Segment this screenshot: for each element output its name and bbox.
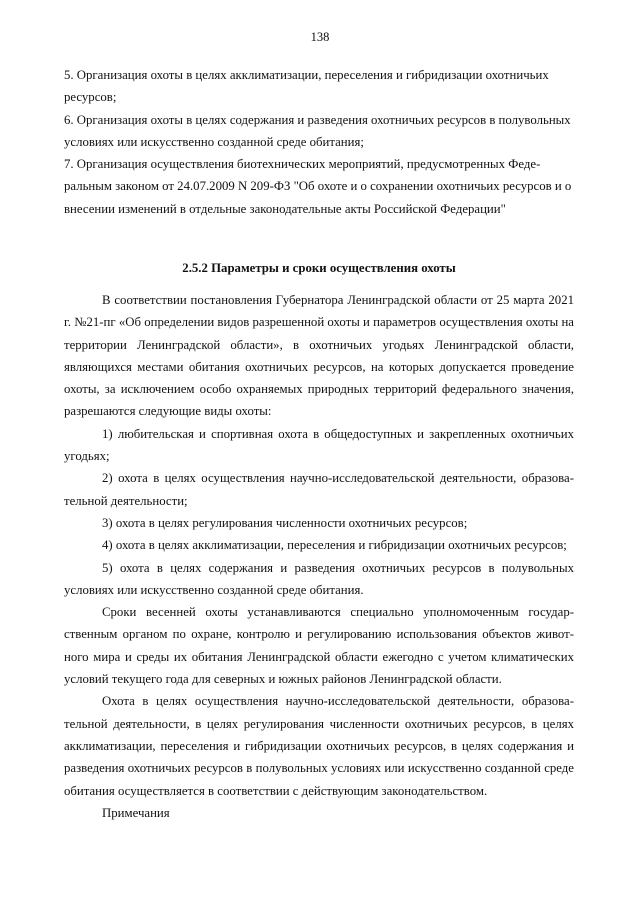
other-hunting-paragraph: Охота в целях осуществления научно-исследовательской деятельности, образовательной деятельности, в целях регулирования численности охотничьих ресурсов, в целях акклиматизации, переселения и гибридизации охотничьих ресурсов, в целях содержания и разведения охотничьих ресурсов в полувольных условиях или искусственно созданной среде обитания осуществляется в соответствии с действующим законодательством. [64,694,574,798]
section-heading: 2.5.2 Параметры и сроки осуществления охоты [182,261,456,275]
hunting-type-1: 1) любительская и спортивная охота в общедоступных и закрепленных охотничьих угодьях; [64,426,574,464]
hunting-type-2: 2) охота в целях осуществления научно-исследовательской деятельности, образовательной деятельности; [64,471,574,508]
hunting-type-4: 4) охота в целях акклиматизации, переселения и гибридизации охотничьих ресурсов; [102,538,567,553]
page-number: 138 [310,30,330,44]
list-item-7-organization: 7. Организация осуществления биотехнических мероприятий, предусмотренных Федеральным законом от 24.07.2009 N 209-ФЗ "Об охоте и о сохранении охотничьих ресурсов и о внесении изменений в отдельные законодательные акты Российской Федерации" [64,157,572,216]
hunting-type-3: 3) охота в целях регулирования численности охотничьих ресурсов; [102,515,468,530]
list-item-6-organization: 6. Организация охоты в целях содержания и разведения охотничьих ресурсов в полувольных условиях или искусственно созданной среде обитания; [64,112,571,149]
hunting-type-5: 5) охота в целях содержания и разведения охотничьих ресурсов в полувольных условиях или искусственно созданной среде обитания. [64,560,574,597]
notes-label: Примечания [102,805,170,820]
section-body [64,289,574,824]
intro-paragraph: В соответствии постановления Губернатора Ленинградской области от 25 марта 2021 г. №21-пг «Об определении видов разрешенной охоты и параметров осуществления охоты на территории Ленинградской области», в охотничьих угодьях Ленинградской области, являющихся местами обитания охотничьих ресурсов, на которых допускается проведение охоты, за исключением особо охраняемых природных территорий федерального значения, разрешаются следующие виды охоты: [64,293,574,419]
spring-hunting-paragraph: Сроки весенней охоты устанавливаются специально уполномоченным государственным органом по охране, контролю и регулированию использования объектов животного мира и среды их обитания Ленинградской области ежегодно с учетом климатических условий текущего года для северных и южных районов Ленинградской области. [64,605,574,687]
list-item-5-organization: 5. Организация охоты в целях акклиматизации, переселения и гибридизации охотничьих ресурсов; [64,68,549,105]
top-list [64,64,574,220]
